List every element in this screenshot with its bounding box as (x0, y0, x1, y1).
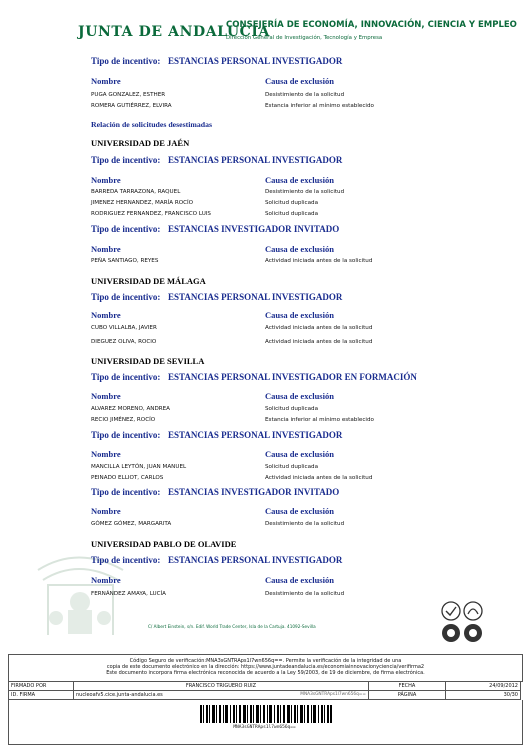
iqnet-icon (464, 624, 482, 642)
tipo-label: Tipo de incentivo: (91, 292, 161, 302)
barcode (200, 705, 332, 723)
codigo-value: MNA3sGNTRAps1l7wn656q== (300, 692, 366, 697)
row-name: RECIO JIMÉNEZ, ROCÍO (91, 417, 156, 423)
row-cause: Desistimiento de la solicitud (265, 92, 345, 98)
tipo-label: Tipo de incentivo: (91, 155, 161, 165)
row-name: JIMENEZ HERNANDEZ, MARÍA ROCÍO (91, 200, 194, 206)
verification-text-box (8, 654, 523, 682)
tipo-label: Tipo de incentivo: (91, 487, 161, 497)
row-cause: Actividad iniciada antes de la solicitud (265, 475, 373, 481)
row-name: FERNÁNDEZ AMAYA, LUCÍA (91, 591, 167, 597)
row-name: PEINADO ELLIOT, CARLOS (91, 475, 164, 481)
pagina-label: PÁGINA (369, 691, 446, 700)
col-causa: Causa de exclusión (265, 76, 334, 86)
certification-logos (440, 600, 484, 646)
id-row (9, 691, 521, 700)
tipo-row (91, 555, 343, 565)
university-heading: UNIVERSIDAD DE MÁLAGA (91, 276, 206, 286)
id-label: ID. FIRMA (9, 691, 74, 700)
tipo-value: ESTANCIAS PERSONAL INVESTIGADOR (168, 555, 343, 565)
col-nombre: Nombre (91, 244, 121, 254)
col-nombre: Nombre (91, 449, 121, 459)
tipo-value: ESTANCIAS PERSONAL INVESTIGADOR EN FORMACIÓN (168, 372, 417, 382)
col-nombre: Nombre (91, 310, 121, 320)
row-cause: Estancia inferior al mínimo establecido (265, 417, 374, 423)
university-heading: UNIVERSIDAD PABLO DE OLAVIDE (91, 539, 237, 549)
tipo-row (91, 155, 343, 165)
tipo-value: ESTANCIAS PERSONAL INVESTIGADOR (168, 56, 343, 66)
row-name: DIEGUEZ OLIVA, ROCIO (91, 339, 157, 345)
row-name: GÓMEZ GÓMEZ, MARGARITA (91, 521, 172, 527)
tipo-label: Tipo de incentivo: (91, 555, 161, 565)
row-name: PUGA GONZALEZ, ESTHER (91, 92, 166, 98)
tipo-label: Tipo de incentivo: (91, 372, 161, 382)
tipo-label: Tipo de incentivo: (91, 224, 161, 234)
verification-footer (8, 654, 521, 746)
verification-line-3: Este documento incorpora firma electrónica reconocida de acuerdo a la Ley 59/2003, de 19 de diciembre, de firma electrónica. (106, 670, 425, 676)
tipo-row (91, 487, 340, 497)
quality-certificate-icon (442, 602, 460, 620)
row-cause: Actividad iniciada antes de la solicitud (265, 325, 373, 331)
col-nombre: Nombre (91, 506, 121, 516)
tipo-row (91, 372, 417, 382)
pagina-value: 30/30 (446, 691, 521, 700)
col-causa: Causa de exclusión (265, 391, 334, 401)
row-name: MANCILLA LEYTÓN, JUAN MANUEL (91, 464, 187, 470)
row-name: ROMERA GUTIÉRREZ, ELVIRA (91, 103, 172, 109)
row-cause: Actividad iniciada antes de la solicitud (265, 258, 373, 264)
university-heading: UNIVERSIDAD DE SEVILLA (91, 356, 205, 366)
signature-row (9, 682, 521, 691)
fecha-label: FECHA (369, 682, 446, 691)
row-cause: Estancia inferior al mínimo establecido (265, 103, 374, 109)
tipo-value: ESTANCIAS PERSONAL INVESTIGADOR (168, 430, 343, 440)
row-name: PEÑA SANTIAGO, REYES (91, 258, 159, 264)
col-causa: Causa de exclusión (265, 175, 334, 185)
barcode-text: MNA3sGNTRAps1l7wn656q== (233, 725, 296, 730)
tipo-value: ESTANCIAS PERSONAL INVESTIGADOR (168, 155, 343, 165)
tipo-row (91, 224, 340, 234)
environment-certificate-icon (464, 602, 482, 620)
signature-table (8, 681, 521, 700)
col-causa: Causa de exclusión (265, 449, 334, 459)
tipo-row (91, 56, 343, 66)
aenor-icon (442, 624, 460, 642)
tipo-value: ESTANCIAS INVESTIGADOR INVITADO (168, 224, 340, 234)
col-nombre: Nombre (91, 391, 121, 401)
col-nombre: Nombre (91, 175, 121, 185)
row-name: CUBO VILLALBA, JAVIER (91, 325, 157, 331)
consejeria-title: CONSEJERÍA DE ECONOMÍA, INNOVACIÓN, CIENCIA Y EMPLEO (226, 20, 517, 30)
id-value: nucleoafv5.cice.junta-andalucia.es (76, 692, 163, 698)
row-cause: Desistimiento de la solicitud (265, 591, 345, 597)
row-cause: Desistimiento de la solicitud (265, 521, 345, 527)
row-name: RODRIGUEZ FERNANDEZ, FRANCISCO LUIS (91, 211, 211, 217)
col-causa: Causa de exclusión (265, 506, 334, 516)
row-cause: Actividad iniciada antes de la solicitud (265, 339, 373, 345)
row-cause: Solicitud duplicada (265, 211, 319, 217)
tipo-value: ESTANCIAS INVESTIGADOR INVITADO (168, 487, 340, 497)
row-cause: Solicitud duplicada (265, 406, 319, 412)
tipo-value: ESTANCIAS PERSONAL INVESTIGADOR (168, 292, 343, 302)
col-causa: Causa de exclusión (265, 575, 334, 585)
col-causa: Causa de exclusión (265, 244, 334, 254)
col-causa: Causa de exclusión (265, 310, 334, 320)
row-name: ALVAREZ MORENO, ANDREA (91, 406, 171, 412)
verification-line-2: copia de este documento electrónico en la dirección: https://www.juntadeandalucia.es/economiainnovacionyciencia/verifirma2 (106, 664, 425, 670)
row-cause: Desistimiento de la solicitud (265, 189, 345, 195)
direccion-general: Dirección General de Investigación, Tecnología y Empresa (226, 35, 383, 41)
junta-logo: JUNTA DE ANDALUCIA (78, 24, 271, 40)
address-line: C/ Albert Einstein, s/n. Edif. World Trade Center, Isla de la Cartuja. 41092-Sevilla (148, 624, 316, 629)
row-name: BARREDA TARRAZONA, RAQUEL (91, 189, 181, 195)
tipo-label: Tipo de incentivo: (91, 430, 161, 440)
row-cause: Solicitud duplicada (265, 200, 319, 206)
firmado-label: FIRMADO POR (9, 682, 74, 691)
row-cause: Solicitud duplicada (265, 464, 319, 470)
firmante: FRANCISCO TRIGUERO RUIZ (74, 682, 369, 691)
tipo-row (91, 292, 343, 302)
fecha-value: 24/09/2012 (446, 682, 521, 691)
university-heading: UNIVERSIDAD DE JAÉN (91, 138, 190, 148)
tipo-row (91, 430, 343, 440)
tipo-label: Tipo de incentivo: (91, 56, 161, 66)
verification-line-1: Código Seguro de verificación:MNA3sGNTRAps1l7wn656q==. Permite la verificación de la integridad de una (129, 658, 402, 664)
col-nombre: Nombre (91, 575, 121, 585)
relacion-heading: Relación de solicitudes desestimadas (91, 120, 213, 129)
col-nombre: Nombre (91, 76, 121, 86)
